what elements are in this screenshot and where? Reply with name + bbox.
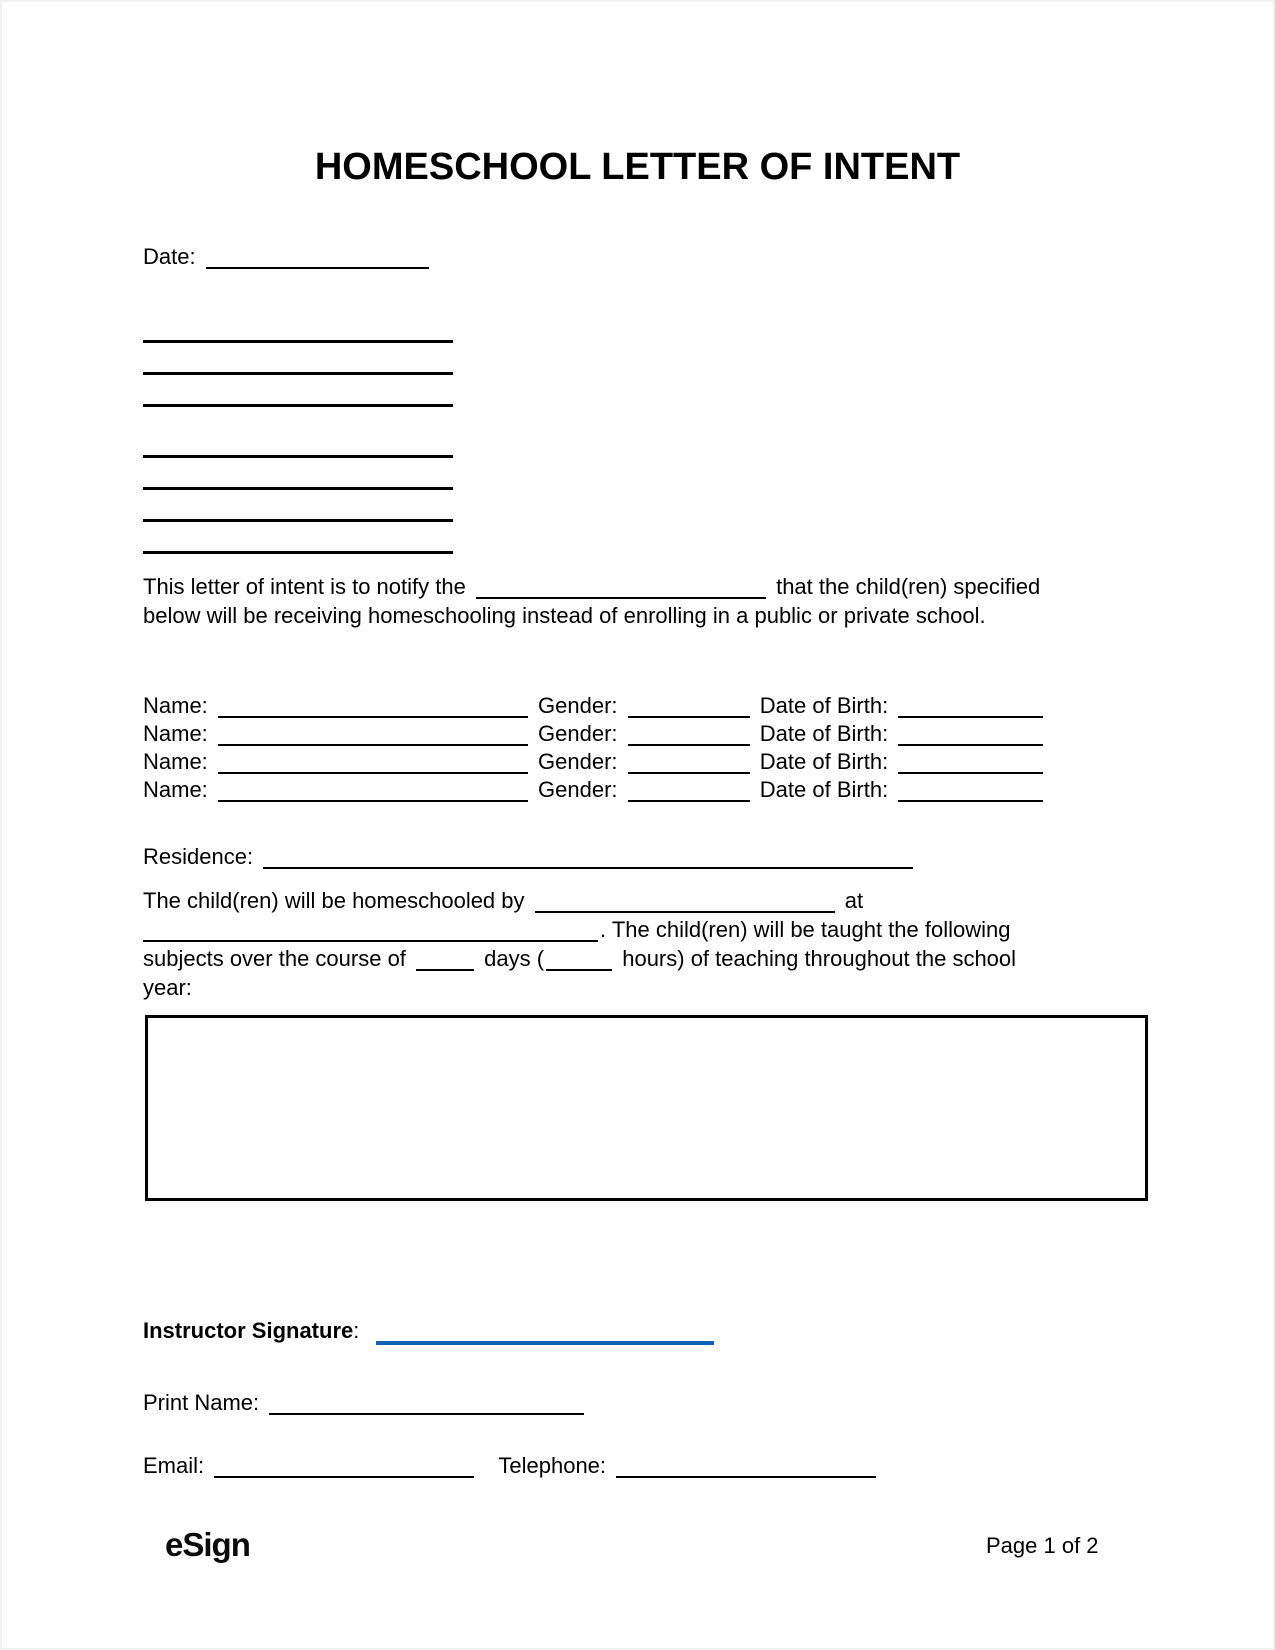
contact-fields (143, 1451, 880, 1480)
gender-label: Gender: (538, 721, 618, 746)
recipient-address-line-6[interactable] (143, 493, 453, 522)
name-label: Name: (143, 749, 208, 774)
child-2-name-input-line[interactable] (218, 724, 528, 746)
print-name-field (143, 1388, 588, 1417)
intro-text-2: that the child(ren) specified (776, 574, 1041, 599)
intro-paragraph (143, 572, 1040, 630)
intro-text-1: This letter of intent is to notify the (143, 574, 466, 599)
homeschool-text-4: subjects over the course of (143, 946, 406, 971)
residence-input-line[interactable] (263, 847, 913, 869)
dob-label: Date of Birth: (759, 721, 889, 746)
child-row-2 (143, 720, 1047, 748)
recipient-address-block-bottom (143, 429, 453, 557)
instructor-name-input-line[interactable] (535, 891, 835, 913)
homeschool-address-input-line[interactable] (143, 920, 598, 942)
days-input-line[interactable] (416, 949, 474, 971)
child-row-1 (143, 692, 1047, 720)
child-3-dob-input-line[interactable] (898, 752, 1043, 774)
instructor-signature-field (143, 1316, 718, 1345)
child-row-4 (143, 776, 1047, 804)
instructor-signature-label: Instructor Signature (143, 1318, 354, 1343)
child-3-name-input-line[interactable] (218, 752, 528, 774)
child-2-gender-input-line[interactable] (628, 724, 750, 746)
dob-label: Date of Birth: (759, 777, 889, 802)
print-name-input-line[interactable] (269, 1393, 584, 1415)
homeschool-details-paragraph (143, 886, 1016, 1002)
instructor-signature-colon: : (353, 1318, 360, 1343)
gender-label: Gender: (538, 777, 618, 802)
date-input-line[interactable] (206, 247, 429, 269)
telephone-label: Telephone: (498, 1453, 607, 1478)
homeschool-text-2: at (844, 888, 864, 913)
child-1-dob-input-line[interactable] (898, 696, 1043, 718)
homeschool-text-3: . The child(ren) will be taught the following (600, 917, 1011, 942)
esign-logo: eSign (165, 1526, 250, 1563)
name-label: Name: (143, 777, 208, 802)
date-field (143, 242, 433, 271)
child-4-name-input-line[interactable] (218, 780, 528, 802)
email-input-line[interactable] (214, 1456, 474, 1478)
recipient-address-line-3[interactable] (143, 378, 453, 407)
dob-label: Date of Birth: (759, 749, 889, 774)
homeschool-text-1: The child(ren) will be homeschooled by (143, 888, 525, 913)
intro-text-3: below will be receiving homeschooling instead of enrolling in a public or private school. (143, 603, 986, 628)
recipient-address-line-4[interactable] (143, 429, 453, 458)
email-label: Email: (143, 1453, 205, 1478)
child-2-dob-input-line[interactable] (898, 724, 1043, 746)
recipient-address-line-7[interactable] (143, 525, 453, 554)
homeschool-text-7: year: (143, 975, 192, 1000)
recipient-address-line-1[interactable] (143, 314, 453, 343)
recipient-address-block-top (143, 314, 453, 410)
residence-field (143, 842, 917, 871)
child-4-dob-input-line[interactable] (898, 780, 1043, 802)
subjects-input-box[interactable] (145, 1015, 1148, 1201)
hours-input-line[interactable] (546, 949, 612, 971)
child-3-gender-input-line[interactable] (628, 752, 750, 774)
instructor-signature-line[interactable] (376, 1321, 714, 1345)
gender-label: Gender: (538, 749, 618, 774)
date-label: Date: (143, 244, 196, 269)
recipient-address-line-2[interactable] (143, 346, 453, 375)
homeschool-text-5: days ( (484, 946, 545, 971)
print-name-label: Print Name: (143, 1390, 260, 1415)
document-title: HOMESCHOOL LETTER OF INTENT (314, 146, 961, 188)
name-label: Name: (143, 693, 208, 718)
dob-label: Date of Birth: (759, 693, 889, 718)
children-info-section (143, 692, 1047, 804)
child-row-3 (143, 748, 1047, 776)
gender-label: Gender: (538, 693, 618, 718)
page-indicator: Page 1 of 2 (986, 1533, 1099, 1558)
recipient-address-line-5[interactable] (143, 461, 453, 490)
child-1-name-input-line[interactable] (218, 696, 528, 718)
residence-label: Residence: (143, 844, 254, 869)
child-1-gender-input-line[interactable] (628, 696, 750, 718)
child-4-gender-input-line[interactable] (628, 780, 750, 802)
homeschool-text-6: hours) of teaching throughout the school (622, 946, 1017, 971)
school-district-input-line[interactable] (476, 577, 766, 599)
name-label: Name: (143, 721, 208, 746)
telephone-input-line[interactable] (616, 1456, 876, 1478)
